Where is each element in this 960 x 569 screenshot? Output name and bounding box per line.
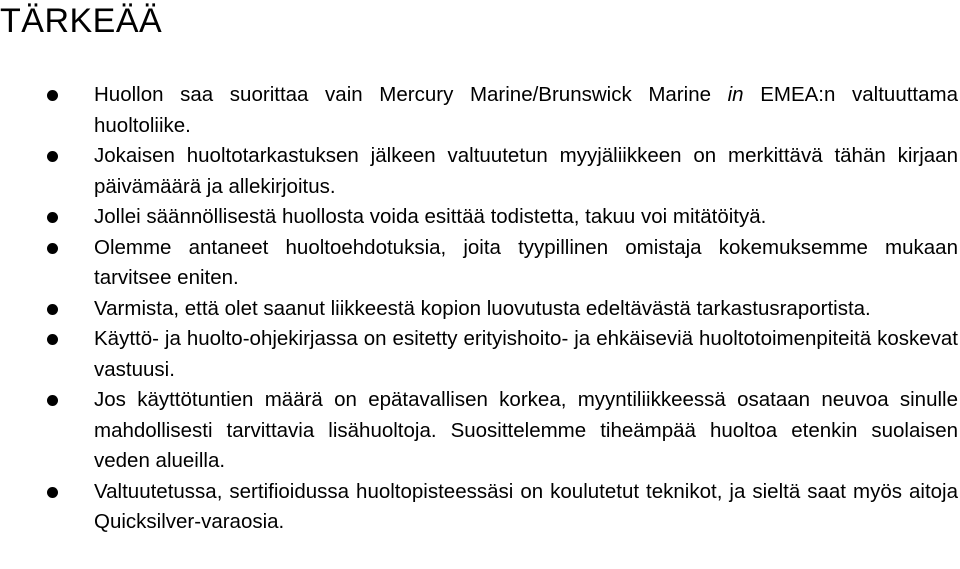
list-item xyxy=(0,477,960,538)
list-item-text: Jos käyttötuntien määrä on epätavallisen korkea, myyntiliikkeessä osataan neuvoa sinulle mahdollisesti tarvittavia lisähuoltoja. Suosittelemme tiheämpää huoltoa etenkin suolaisen veden alueilla. xyxy=(94,388,958,472)
list-item-text: Käyttö- ja huolto-ohjekirjassa on esitetty erityishoito- ja ehkäiseviä huoltotoimenpiteitä koskevat vastuusi. xyxy=(94,327,958,381)
list-item xyxy=(0,202,960,233)
bullet-icon xyxy=(47,487,58,498)
bullet-icon xyxy=(47,243,58,254)
page-title: TÄRKEÄÄ xyxy=(0,2,163,40)
list-item-emphasis: in xyxy=(727,83,744,106)
list-item xyxy=(0,80,960,141)
important-notes-list xyxy=(0,80,960,538)
bullet-icon xyxy=(47,304,58,315)
bullet-icon xyxy=(47,334,58,345)
list-item xyxy=(0,294,960,325)
list-item-text: Valtuutetussa, sertifioidussa huoltopisteessäsi on koulutetut teknikot, ja sieltä saat myös aitoja Quicksilver-varaosia. xyxy=(94,479,958,533)
list-item xyxy=(0,141,960,202)
list-item-text: Varmista, että olet saanut liikkeestä kopion luovutusta edeltävästä tarkastusraportista. xyxy=(94,296,871,320)
bullet-icon xyxy=(47,90,58,101)
bullet-icon xyxy=(47,212,58,223)
bullet-icon xyxy=(47,395,58,406)
list-item xyxy=(0,324,960,385)
bullet-icon xyxy=(47,151,58,162)
list-item-text: Jokaisen huoltotarkastuksen jälkeen valtuutetun myyjäliikkeen on merkittävä tähän kirjaan päivämäärä ja allekirjoitus. xyxy=(94,144,958,198)
list-item xyxy=(0,385,960,477)
list-item-text: EMEA:n valtuuttama huoltoliike. xyxy=(94,83,959,137)
list-item xyxy=(0,233,960,294)
list-item-text: Jollei säännöllisestä huollosta voida esittää todistetta, takuu voi mitätöityä. xyxy=(94,205,767,228)
list-item-text: Huollon saa suorittaa vain Mercury Marine/Brunswick Marine xyxy=(94,83,728,106)
list-item-text: Olemme antaneet huoltoehdotuksia, joita tyypillinen omistaja kokemuksemme mukaan tarvitsee eniten. xyxy=(94,235,958,289)
